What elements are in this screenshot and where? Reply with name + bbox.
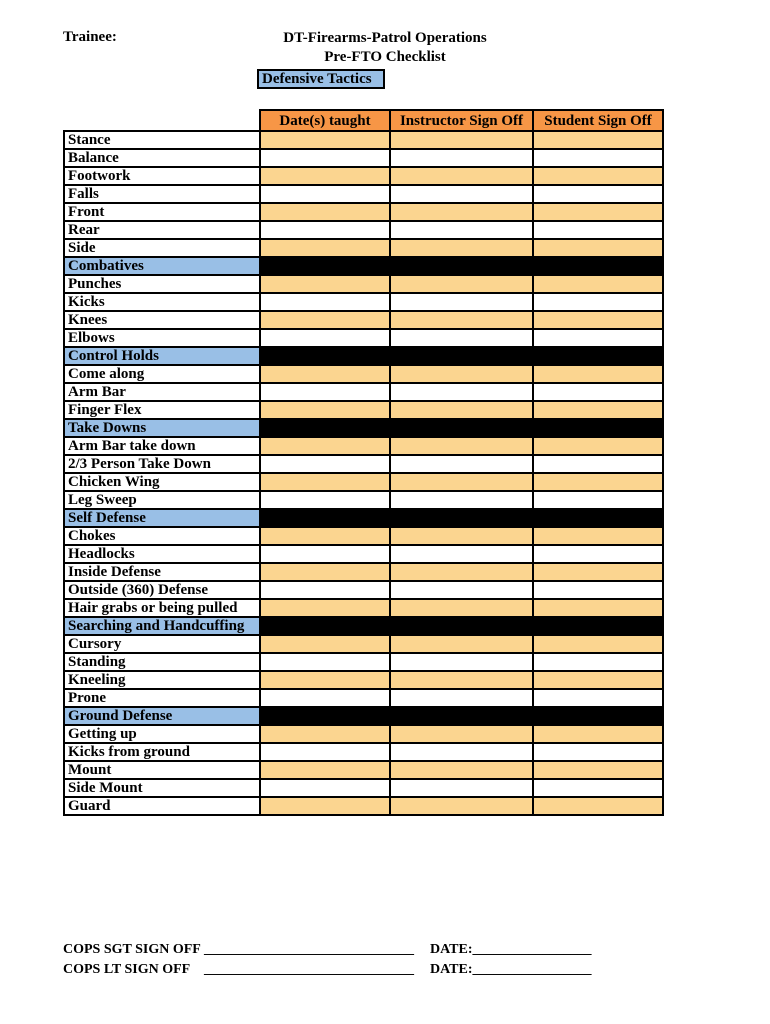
student-sign-off-cell[interactable]: [533, 725, 663, 743]
student-sign-off-cell[interactable]: [533, 581, 663, 599]
checklist-row: [64, 275, 663, 293]
date-taught-cell[interactable]: [260, 689, 390, 707]
title-line-2: Pre-FTO Checklist: [324, 49, 446, 65]
instructor-sign-off-cell[interactable]: [390, 401, 533, 419]
instructor-sign-off-cell[interactable]: [390, 581, 533, 599]
item-label: Standing: [64, 653, 260, 671]
instructor-sign-off-cell[interactable]: [390, 653, 533, 671]
instructor-sign-off-cell[interactable]: [390, 779, 533, 797]
signature-line[interactable]: ______________________________: [204, 942, 414, 957]
checklist-row: [64, 437, 663, 455]
instructor-sign-off-cell[interactable]: [390, 563, 533, 581]
date-taught-cell[interactable]: [260, 203, 390, 221]
checklist-row: [64, 527, 663, 545]
item-label: Front: [64, 203, 260, 221]
item-label: Inside Defense: [64, 563, 260, 581]
student-sign-off-cell: [533, 257, 663, 275]
date-taught-cell[interactable]: [260, 365, 390, 383]
date-taught-cell[interactable]: [260, 779, 390, 797]
student-sign-off-cell[interactable]: [533, 779, 663, 797]
student-sign-off-cell[interactable]: [533, 293, 663, 311]
date-taught-cell[interactable]: [260, 491, 390, 509]
instructor-sign-off-cell[interactable]: [390, 455, 533, 473]
item-label: Guard: [64, 797, 260, 815]
item-label: Balance: [64, 149, 260, 167]
checklist-row: [64, 221, 663, 239]
date-taught-cell[interactable]: [260, 527, 390, 545]
checklist-row: [64, 689, 663, 707]
section-header-row: [64, 257, 663, 275]
checklist-row: [64, 473, 663, 491]
item-label: Getting up: [64, 725, 260, 743]
checklist-row: [64, 167, 663, 185]
student-sign-off-cell[interactable]: [533, 167, 663, 185]
date-line[interactable]: DATE:_________________: [430, 942, 592, 957]
checklist-row: [64, 149, 663, 167]
student-sign-off-cell[interactable]: [533, 599, 663, 617]
date-taught-cell[interactable]: [260, 149, 390, 167]
date-taught-cell[interactable]: [260, 275, 390, 293]
student-sign-off-cell[interactable]: [533, 527, 663, 545]
item-label: Elbows: [64, 329, 260, 347]
checklist-row: [64, 671, 663, 689]
date-taught-cell[interactable]: [260, 653, 390, 671]
checklist-row: [64, 365, 663, 383]
item-label: Finger Flex: [64, 401, 260, 419]
student-sign-off-cell: [533, 347, 663, 365]
section-header-label: Ground Defense: [64, 707, 260, 725]
date-taught-cell[interactable]: [260, 599, 390, 617]
checklist-row: [64, 383, 663, 401]
student-sign-off-cell[interactable]: [533, 545, 663, 563]
checklist-row: [64, 185, 663, 203]
column-header-dates-taught: Date(s) taught: [260, 110, 390, 131]
date-taught-cell: [260, 347, 390, 365]
item-label: Chicken Wing: [64, 473, 260, 491]
section-header-label: Combatives: [64, 257, 260, 275]
instructor-sign-off-cell[interactable]: [390, 689, 533, 707]
student-sign-off-cell[interactable]: [533, 203, 663, 221]
date-taught-cell: [260, 707, 390, 725]
student-sign-off-cell: [533, 617, 663, 635]
instructor-sign-off-cell: [390, 419, 533, 437]
date-taught-cell[interactable]: [260, 725, 390, 743]
instructor-sign-off-cell[interactable]: [390, 149, 533, 167]
student-sign-off-cell[interactable]: [533, 761, 663, 779]
instructor-sign-off-cell[interactable]: [390, 311, 533, 329]
checklist-row: [64, 491, 663, 509]
instructor-sign-off-cell[interactable]: [390, 275, 533, 293]
section-header-label: Self Defense: [64, 509, 260, 527]
student-sign-off-cell[interactable]: [533, 797, 663, 815]
checklist-row: [64, 725, 663, 743]
signoff-row-lt: [63, 960, 592, 980]
checklist-row: [64, 329, 663, 347]
instructor-sign-off-cell[interactable]: [390, 131, 533, 149]
column-header-student-sign-off: Student Sign Off: [533, 110, 663, 131]
item-label: Kicks from ground: [64, 743, 260, 761]
item-label: Kneeling: [64, 671, 260, 689]
instructor-sign-off-cell[interactable]: [390, 293, 533, 311]
item-label: Arm Bar: [64, 383, 260, 401]
student-sign-off-cell[interactable]: [533, 185, 663, 203]
instructor-sign-off-cell[interactable]: [390, 365, 533, 383]
date-taught-cell[interactable]: [260, 239, 390, 257]
section-header-row: [64, 617, 663, 635]
section-header-row: [64, 347, 663, 365]
date-taught-cell[interactable]: [260, 311, 390, 329]
checklist-row: [64, 293, 663, 311]
section-header-row: [64, 707, 663, 725]
student-sign-off-cell: [533, 707, 663, 725]
student-sign-off-cell[interactable]: [533, 149, 663, 167]
student-sign-off-cell[interactable]: [533, 689, 663, 707]
instructor-sign-off-cell[interactable]: [390, 545, 533, 563]
item-label: Prone: [64, 689, 260, 707]
instructor-sign-off-cell[interactable]: [390, 743, 533, 761]
student-sign-off-cell[interactable]: [533, 329, 663, 347]
instructor-sign-off-cell[interactable]: [390, 203, 533, 221]
student-sign-off-cell[interactable]: [533, 365, 663, 383]
student-sign-off-cell[interactable]: [533, 383, 663, 401]
date-taught-cell: [260, 617, 390, 635]
section-header-row: [64, 419, 663, 437]
item-label: Stance: [64, 131, 260, 149]
student-sign-off-cell: [533, 509, 663, 527]
student-sign-off-cell[interactable]: [533, 743, 663, 761]
checklist-row: [64, 599, 663, 617]
instructor-sign-off-cell[interactable]: [390, 635, 533, 653]
blank-corner: [64, 110, 260, 131]
instructor-sign-off-cell[interactable]: [390, 797, 533, 815]
checklist-row: [64, 239, 663, 257]
instructor-sign-off-cell[interactable]: [390, 725, 533, 743]
date-taught-cell: [260, 419, 390, 437]
date-taught-cell[interactable]: [260, 581, 390, 599]
instructor-sign-off-cell[interactable]: [390, 437, 533, 455]
date-taught-cell[interactable]: [260, 131, 390, 149]
date-taught-cell[interactable]: [260, 635, 390, 653]
date-taught-cell[interactable]: [260, 221, 390, 239]
instructor-sign-off-cell[interactable]: [390, 599, 533, 617]
checklist-row: [64, 743, 663, 761]
student-sign-off-cell[interactable]: [533, 491, 663, 509]
date-taught-cell[interactable]: [260, 329, 390, 347]
student-sign-off-cell[interactable]: [533, 239, 663, 257]
instructor-sign-off-cell: [390, 617, 533, 635]
item-label: Arm Bar take down: [64, 437, 260, 455]
instructor-sign-off-cell[interactable]: [390, 491, 533, 509]
instructor-sign-off-cell[interactable]: [390, 761, 533, 779]
instructor-sign-off-cell: [390, 707, 533, 725]
item-label: Side Mount: [64, 779, 260, 797]
item-label: Side: [64, 239, 260, 257]
section-header-label: Take Downs: [64, 419, 260, 437]
section-header-label: Control Holds: [64, 347, 260, 365]
student-sign-off-cell[interactable]: [533, 311, 663, 329]
item-label: Headlocks: [64, 545, 260, 563]
section-header-label: Searching and Handcuffing: [64, 617, 260, 635]
student-sign-off-cell[interactable]: [533, 563, 663, 581]
date-taught-cell[interactable]: [260, 167, 390, 185]
student-sign-off-cell[interactable]: [533, 275, 663, 293]
column-header-instructor-sign-off: Instructor Sign Off: [390, 110, 533, 131]
date-taught-cell[interactable]: [260, 293, 390, 311]
checklist-row: [64, 635, 663, 653]
checklist-row: [64, 401, 663, 419]
date-taught-cell[interactable]: [260, 401, 390, 419]
signoff-section: [63, 940, 592, 980]
student-sign-off-cell[interactable]: [533, 221, 663, 239]
column-header-row: [64, 110, 663, 131]
student-sign-off-cell[interactable]: [533, 635, 663, 653]
item-label: Knees: [64, 311, 260, 329]
checklist-row: [64, 545, 663, 563]
instructor-sign-off-cell: [390, 257, 533, 275]
instructor-sign-off-cell[interactable]: [390, 671, 533, 689]
signoff-row-sgt: [63, 940, 592, 960]
date-taught-cell: [260, 257, 390, 275]
date-taught-cell[interactable]: [260, 455, 390, 473]
item-label: Chokes: [64, 527, 260, 545]
instructor-sign-off-cell[interactable]: [390, 383, 533, 401]
item-label: Kicks: [64, 293, 260, 311]
date-taught-cell: [260, 509, 390, 527]
instructor-sign-off-cell: [390, 347, 533, 365]
checklist-row: [64, 203, 663, 221]
checklist-row: [64, 131, 663, 149]
date-line[interactable]: DATE:_________________: [430, 962, 592, 977]
item-label: Hair grabs or being pulled: [64, 599, 260, 617]
signature-line[interactable]: ______________________________: [204, 962, 414, 977]
checklist-row: [64, 653, 663, 671]
instructor-sign-off-cell[interactable]: [390, 185, 533, 203]
item-label: Cursory: [64, 635, 260, 653]
trainee-label: Trainee:: [63, 29, 117, 45]
item-label: Come along: [64, 365, 260, 383]
instructor-sign-off-cell[interactable]: [390, 167, 533, 185]
instructor-sign-off-cell: [390, 509, 533, 527]
checklist-row: [64, 797, 663, 815]
checklist-row: [64, 761, 663, 779]
date-taught-cell[interactable]: [260, 185, 390, 203]
checklist-row: [64, 455, 663, 473]
item-label: Mount: [64, 761, 260, 779]
signoff-label: COPS LT SIGN OFF: [63, 962, 191, 977]
item-label: Punches: [64, 275, 260, 293]
signoff-label: COPS SGT SIGN OFF: [63, 942, 201, 957]
date-taught-cell[interactable]: [260, 545, 390, 563]
section-header-row: [64, 509, 663, 527]
student-sign-off-cell[interactable]: [533, 401, 663, 419]
item-label: Outside (360) Defense: [64, 581, 260, 599]
page-title: [230, 29, 540, 67]
checklist-body: [64, 131, 663, 815]
item-label: Rear: [64, 221, 260, 239]
item-label: Leg Sweep: [64, 491, 260, 509]
section-title: Defensive Tactics: [257, 69, 385, 89]
student-sign-off-cell[interactable]: [533, 437, 663, 455]
student-sign-off-cell[interactable]: [533, 473, 663, 491]
date-taught-cell[interactable]: [260, 761, 390, 779]
instructor-sign-off-cell[interactable]: [390, 473, 533, 491]
title-line-1: DT-Firearms-Patrol Operations: [283, 30, 487, 46]
item-label: Footwork: [64, 167, 260, 185]
student-sign-off-cell[interactable]: [533, 131, 663, 149]
date-taught-cell[interactable]: [260, 437, 390, 455]
checklist-row: [64, 563, 663, 581]
date-taught-cell[interactable]: [260, 383, 390, 401]
item-label: 2/3 Person Take Down: [64, 455, 260, 473]
date-taught-cell[interactable]: [260, 797, 390, 815]
date-taught-cell[interactable]: [260, 671, 390, 689]
instructor-sign-off-cell[interactable]: [390, 329, 533, 347]
instructor-sign-off-cell[interactable]: [390, 221, 533, 239]
date-taught-cell[interactable]: [260, 563, 390, 581]
date-taught-cell[interactable]: [260, 743, 390, 761]
checklist-table: [63, 109, 664, 816]
student-sign-off-cell: [533, 419, 663, 437]
instructor-sign-off-cell[interactable]: [390, 527, 533, 545]
checklist-row: [64, 779, 663, 797]
checklist-row: [64, 581, 663, 599]
instructor-sign-off-cell[interactable]: [390, 239, 533, 257]
student-sign-off-cell[interactable]: [533, 653, 663, 671]
date-taught-cell[interactable]: [260, 473, 390, 491]
checklist-row: [64, 311, 663, 329]
student-sign-off-cell[interactable]: [533, 455, 663, 473]
student-sign-off-cell[interactable]: [533, 671, 663, 689]
item-label: Falls: [64, 185, 260, 203]
